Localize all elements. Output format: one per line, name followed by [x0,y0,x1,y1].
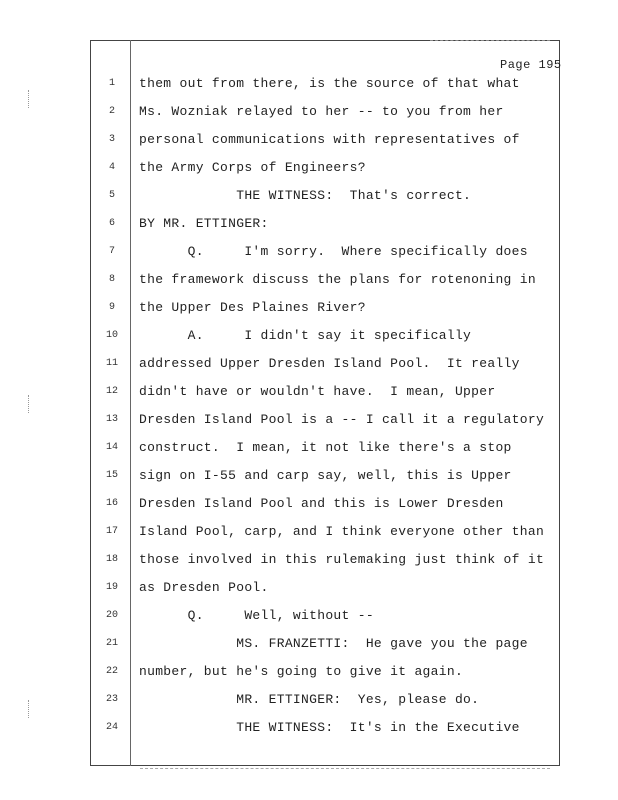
line-number: 22 [105,666,118,677]
transcript-line: sign on I-55 and carp say, well, this is Upper [139,468,512,483]
transcript-line: construct. I mean, it not like there's a stop [139,440,512,455]
line-number: 18 [105,554,118,565]
line-number: 16 [105,498,118,509]
binding-hole-mark [28,700,33,718]
transcript-line: THE WITNESS: It's in the Executive [139,720,520,735]
line-number: 24 [105,722,118,733]
transcript-line: THE WITNESS: That's correct. [139,188,472,203]
line-number: 4 [108,162,115,173]
line-number: 15 [105,470,118,481]
transcript-line: MS. FRANZETTI: He gave you the page [139,636,528,651]
line-number: 10 [105,330,118,341]
transcript-line: personal communications with representatives of [139,132,520,147]
page-number: Page 195 [500,58,562,72]
line-number: 9 [108,302,115,313]
line-number: 17 [105,526,118,537]
transcript-line: Dresden Island Pool is a -- I call it a regulatory [139,412,545,427]
transcript-line: those involved in this rulemaking just think of it [139,552,545,567]
line-number: 21 [105,638,118,649]
bottom-edge-marks [140,768,550,769]
transcript-line: A. I didn't say it specifically [139,328,472,343]
transcript-line: MR. ETTINGER: Yes, please do. [139,692,480,707]
line-number: 20 [105,610,118,621]
line-number: 7 [108,246,115,257]
transcript-line: Q. I'm sorry. Where specifically does [139,244,528,259]
binding-hole-mark [28,90,33,108]
transcript-line: Island Pool, carp, and I think everyone other than [139,524,545,539]
line-number: 11 [105,358,118,369]
transcript-page-frame [90,40,560,766]
line-number: 23 [105,694,118,705]
line-number: 3 [108,134,115,145]
transcript-line: them out from there, is the source of that what [139,76,520,91]
line-number-margin-rule [130,40,131,766]
transcript-line: as Dresden Pool. [139,580,269,595]
transcript-line: didn't have or wouldn't have. I mean, Upper [139,384,496,399]
binding-hole-mark [28,395,33,413]
line-number: 13 [105,414,118,425]
line-number: 19 [105,582,118,593]
top-edge-marks [430,40,550,41]
transcript-line: the framework discuss the plans for rotenoning in [139,272,536,287]
transcript-line: number, but he's going to give it again. [139,664,464,679]
transcript-line: the Upper Des Plaines River? [139,300,366,315]
transcript-line: Q. Well, without -- [139,608,374,623]
transcript-line: BY MR. ETTINGER: [139,216,269,231]
line-number: 2 [108,106,115,117]
line-number: 12 [105,386,118,397]
transcript-line: Dresden Island Pool and this is Lower Dresden [139,496,504,511]
line-number: 1 [108,78,115,89]
line-number: 5 [108,190,115,201]
transcript-line: the Army Corps of Engineers? [139,160,366,175]
line-number: 6 [108,218,115,229]
line-number: 8 [108,274,115,285]
transcript-line: Ms. Wozniak relayed to her -- to you from her [139,104,504,119]
line-number: 14 [105,442,118,453]
transcript-line: addressed Upper Dresden Island Pool. It really [139,356,520,371]
